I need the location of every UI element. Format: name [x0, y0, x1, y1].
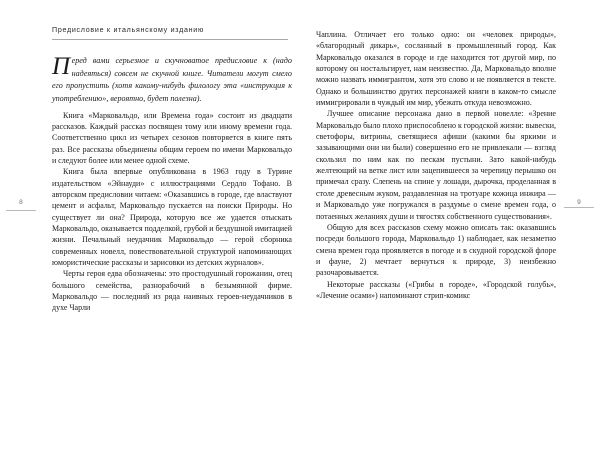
folio-rule-right — [564, 207, 594, 208]
drop-cap: П — [52, 53, 71, 80]
right-paragraph-4: Некоторые рассказы («Грибы в городе», «Городской голубь», «Лечение осами») напоминают стрип-комикс — [316, 279, 556, 300]
left-paragraph-4: Черты героя едва обозначены: это простодушный горожанин, отец большого семейства, разнорабочий в безымянной фирме. Марковальдо — последний из ряда наивных героев-неудачников в духе Чарли — [52, 269, 292, 313]
folio-right — [562, 200, 596, 211]
lead-paragraph — [52, 55, 292, 105]
running-header-left — [52, 26, 288, 40]
running-header-text: Предисловие к итальянскому изданию — [52, 25, 205, 34]
right-page — [300, 0, 600, 450]
folio-rule-left — [6, 210, 36, 211]
running-header-rule — [52, 39, 288, 40]
right-paragraph-3: Общую для всех рассказов схему можно описать так: оказавшись посреди большого города, Марковальдо 1) наблюдает, как незаметно смена времен года проявляется в погоде и в скудной городской флоре и фауне, 2) мечтает вернуться к природе, 3) неизбежно разочаровывается. — [316, 222, 556, 278]
right-paragraph-1: Чаплина. Отличает его только одно: он «человек природы», «благородный дикарь», сосланный в промышленный город. Как Марковальдо оказался в городе и где находится тот другой мир, по которому он ностальгирует, нам неизвестно. Да, Марковальдо вполне можно назвать иммигрантом, хотя это слово и не появляется в тексте. Однако и большинство других персонажей книги в каком-то смысле иммигрировали в чуждый им мир, убежать откуда невозможно. — [316, 30, 556, 108]
lead-paragraph-text: еред вами серьезное и скучноватое предисловие к (надо надеяться) совсем не скучной книге. Читатели могут смело его пропустить (хотя какому-нибудь филологу эта «инструкция к употреблению», вероятно, будет полезна). — [52, 56, 292, 103]
right-page-textblock — [316, 29, 556, 301]
left-paragraph-3: Книга была впервые опубликована в 1963 году в Турине издательством «Эйнауди» с иллюстрациями Сердло Тофано. В авторском предисловии читаем: «Оказавшись в городе, где властвуют цемент и асфальт, Марковальдо пускается на поиски Природы. Но существует ли она? Природа, которую все же удается отыскать Марковальдо, оказывается подделкой, грубой и бездушной имитацией жизни. Печальный неудачник Марковальдо — герой сборника современных новелл, повествовательной структурой напоминающих юмористические рассказы и зарисовки из детских журналов». — [52, 167, 292, 268]
left-paragraph-2: Книга «Марковальдо, или Времена года» состоит из двадцати рассказов. Каждый рассказ посвящен тому или иному времени года. Соответственно цикл из четырех сезонов повторяется в книге пять раз. Все рассказы объединены общим героем по имени Марковальдо и следуют более или менее одной схеме. — [52, 110, 292, 165]
folio-left — [4, 200, 38, 211]
page-number-left: 8 — [19, 199, 23, 206]
page-number-right: 9 — [577, 199, 581, 206]
left-page-textblock — [52, 55, 292, 314]
right-paragraph-2: Лучшее описание персонажа дано в первой новелле: «Зрение Марковальдо было плохо приспособлено к городской жизни: вывески, светофоры, витрины, светящиеся афиши (какими бы яркими и зазывающими они ни были) совершенно его не привлекали — взгляд скользил по ним как по пескам пустыни. Зато какой-нибудь желтеющий на ветке лист или зацепившееся за черепицу перышко он примечал сразу. Слепень на спине у лошади, дырочка, проделанная в столе древесным жуком, раздавленная на тротуаре кожица инжира — и Марковальдо уже погружался в раздумье о смене времен года, о потаенных желаниях души и тягостях собственного существования». — [316, 109, 556, 221]
